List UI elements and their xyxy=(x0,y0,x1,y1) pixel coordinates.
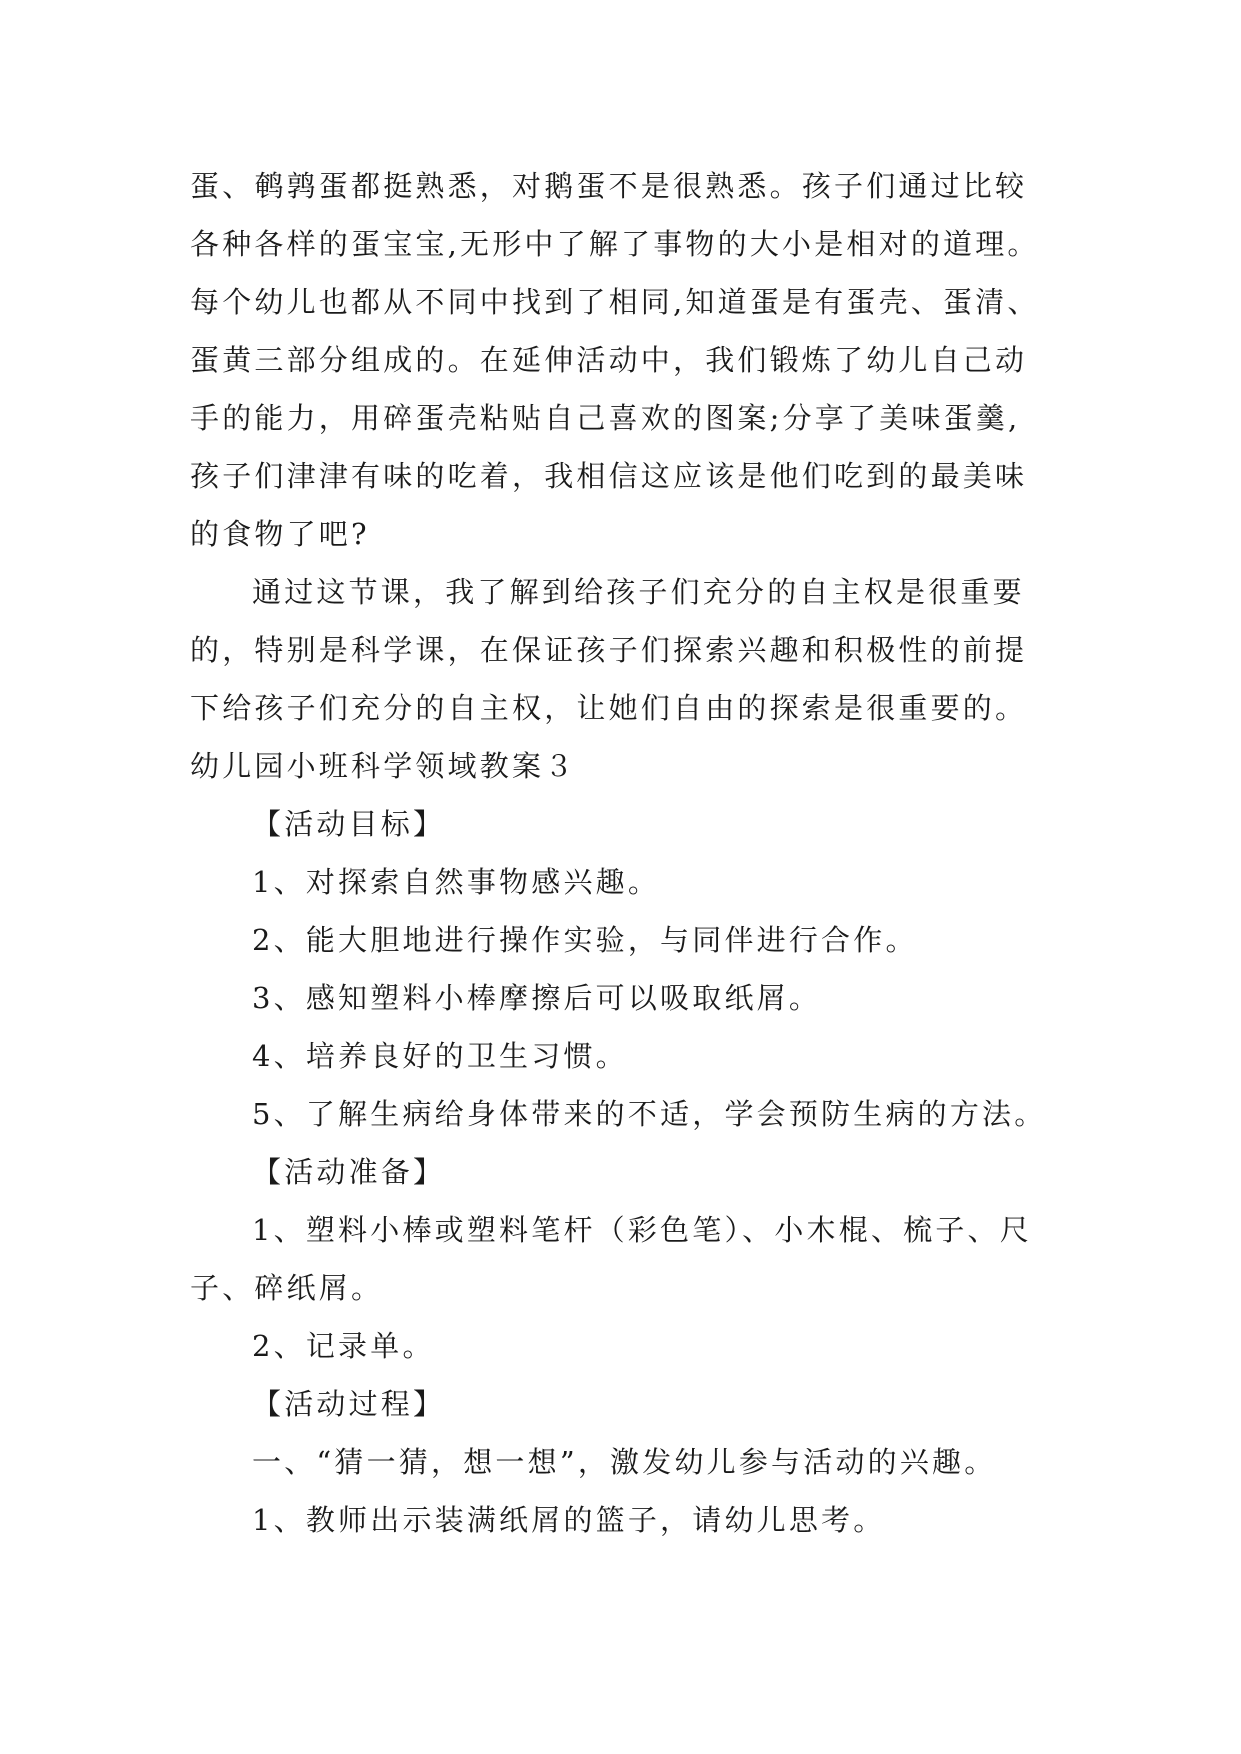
list-item: 1、对探索自然事物感兴趣。 xyxy=(252,865,661,899)
paragraph-line: 蛋黄三部分组成的。在延伸活动中，我们锻炼了幼儿自己动 xyxy=(190,343,1028,377)
list-item: 3、感知塑料小棒摩擦后可以吸取纸屑。 xyxy=(252,981,822,1015)
list-item: 1、教师出示装满纸屑的篮子，请幼儿思考。 xyxy=(252,1503,886,1537)
list-item: 2、记录单。 xyxy=(252,1329,435,1363)
paragraph-line: 的食物了吧? xyxy=(190,517,370,551)
section-heading: 【活动过程】 xyxy=(252,1387,446,1421)
list-item: 5、了解生病给身体带来的不适，学会预防生病的方法。 xyxy=(252,1097,1047,1131)
paragraph-line: 下给孩子们充分的自主权，让她们自由的探索是很重要的。 xyxy=(190,691,1028,725)
section-heading: 【活动准备】 xyxy=(252,1155,446,1189)
paragraph-line: 各种各样的蛋宝宝,无形中了解了事物的大小是相对的道理。 xyxy=(190,227,1040,261)
section-heading: 【活动目标】 xyxy=(252,807,446,841)
paragraph-line: 手的能力，用碎蛋壳粘贴自己喜欢的图案;分享了美味蛋羹, xyxy=(190,401,1021,435)
paragraph-line: 通过这节课，我了解到给孩子们充分的自主权是很重要 xyxy=(252,575,1025,609)
paragraph-line: 的，特别是科学课，在保证孩子们探索兴趣和积极性的前提 xyxy=(190,633,1028,667)
paragraph-line: 孩子们津津有味的吃着，我相信这应该是他们吃到的最美味 xyxy=(190,459,1028,493)
paragraph-line: 每个幼儿也都从不同中找到了相同,知道蛋是有蛋壳、蛋清、 xyxy=(190,285,1040,319)
list-item: 4、培养良好的卫生习惯。 xyxy=(252,1039,628,1073)
paragraph-line: 蛋、鹌鹑蛋都挺熟悉，对鹅蛋不是很熟悉。孩子们通过比较 xyxy=(190,169,1028,203)
list-item: 1、塑料小棒或塑料笔杆（彩色笔）、小木棍、梳子、尺 xyxy=(252,1213,1032,1247)
section-title: 幼儿园小班科学领域教案３ xyxy=(190,749,577,783)
list-item: 一、“猜一猜，想一想”，激发幼儿参与活动的兴趣。 xyxy=(252,1445,997,1479)
list-item: 2、能大胆地进行操作实验，与同伴进行合作。 xyxy=(252,923,918,957)
list-item-continuation: 子、碎纸屑。 xyxy=(190,1271,384,1305)
